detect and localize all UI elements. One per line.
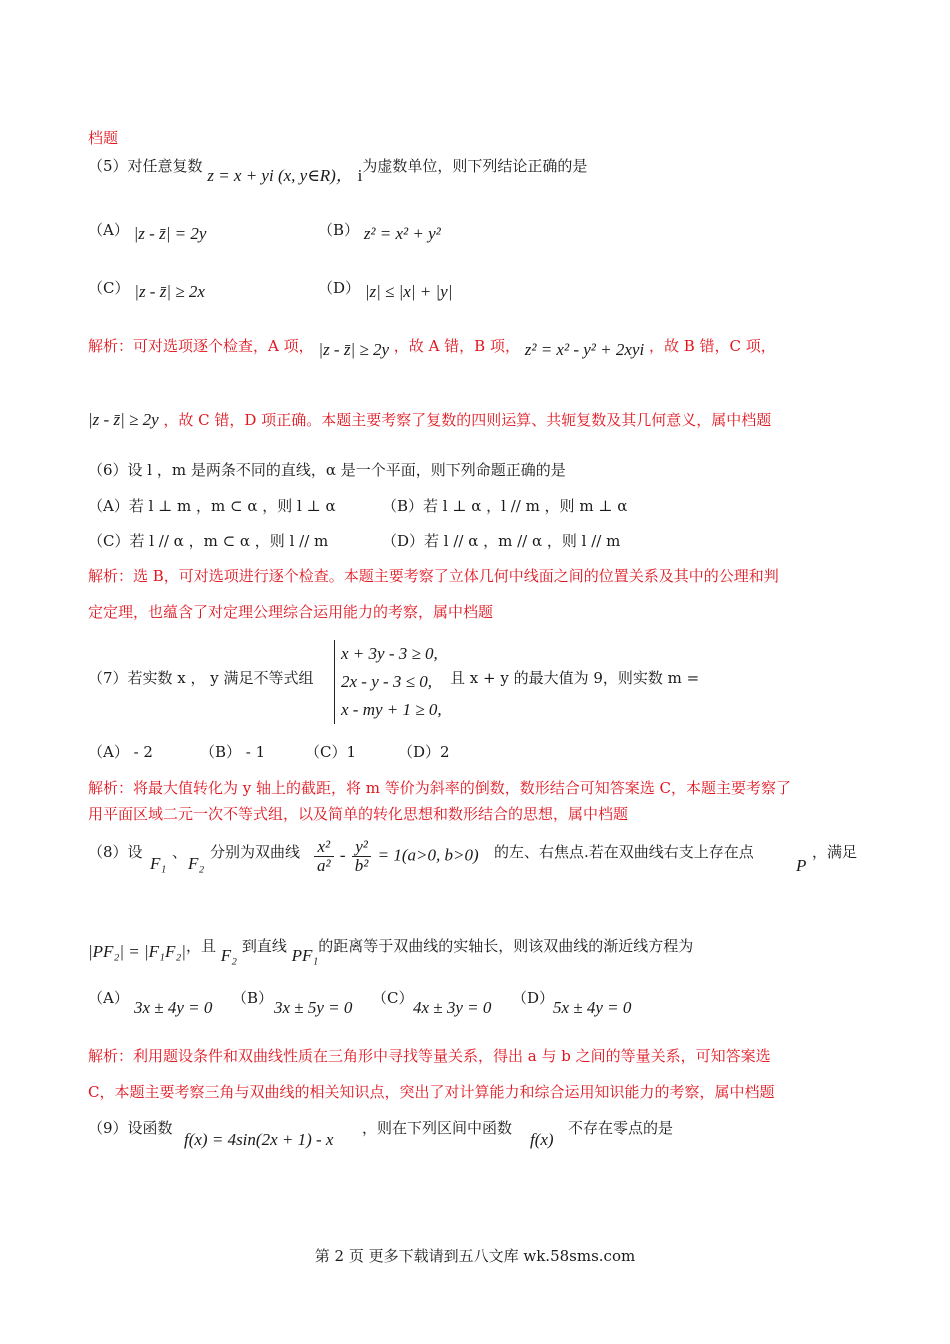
q6-option-d: （D）若 l // α ，m // α ，则 l // m bbox=[382, 532, 621, 550]
q8-f1: F₁ bbox=[150, 854, 167, 873]
q7-system-row-2: 2x - y - 3 ≤ 0, bbox=[341, 672, 432, 691]
q8-point-p: P bbox=[796, 856, 807, 875]
q8-stem-a: （8）设 bbox=[88, 843, 143, 861]
q8-hyperbola-equation bbox=[312, 838, 479, 875]
q8-label-d: （D） bbox=[512, 989, 555, 1007]
q5-analysis-text-2: ，故 A 错，B 项， bbox=[393, 337, 520, 355]
q8-frac1-num: x² bbox=[314, 838, 334, 857]
q7-option-c: （C）1 bbox=[305, 743, 357, 761]
q8-frac1-den: a² bbox=[317, 856, 331, 875]
q7-option-a: （A） - 2 bbox=[88, 743, 153, 761]
q5-analysis-formula-3: |z - z̄| ≥ 2y bbox=[88, 410, 159, 429]
q5-option-d-formula: |z| ≤ |x| + |y| bbox=[364, 282, 453, 301]
q7-analysis-line-2: 用平面区域二元一次不等式组，以及简单的转化思想和数形结合的思想，属中档题 bbox=[88, 805, 629, 823]
q8-line2-pf1: PF₁ bbox=[291, 946, 319, 965]
q5-option-a-formula: |z - z̄| = 2y bbox=[133, 224, 207, 243]
q5-option-d bbox=[318, 278, 453, 301]
q5-i-unit: i bbox=[357, 166, 363, 185]
q9-stem-c: 不存在零点的是 bbox=[568, 1119, 674, 1137]
q6-option-b: （B）若 l ⊥ α ，l // m ，则 m ⊥ α bbox=[382, 497, 628, 515]
q8-analysis-line-1: 解析：利用题设条件和双曲线性质在三角形中寻找等量关系，得出 a 与 b 之间的等量关系，可知答案选 bbox=[88, 1047, 771, 1065]
q9-formula: f(x) = 4sin(2x + 1) - x bbox=[184, 1130, 334, 1149]
topic-heading: 档题 bbox=[88, 129, 119, 147]
q5-option-a bbox=[88, 220, 207, 243]
page-footer: 第 2 页 更多下载请到五八文库 wk.58sms.com bbox=[314, 1247, 636, 1265]
q5-analysis-formula-2: z² = x² - y² + 2xyi bbox=[524, 340, 645, 359]
q8-minus: - bbox=[339, 845, 346, 865]
q8-eq-tail: = 1(a>0, b>0) bbox=[377, 845, 479, 865]
q5-analysis-line-2 bbox=[88, 410, 771, 430]
q8-fraction-x bbox=[314, 838, 334, 875]
q5-stem-a: （5）对任意复数 bbox=[88, 157, 203, 175]
q8-line2-a: ，且 bbox=[185, 937, 216, 955]
q7-system-row-3: x - my + 1 ≥ 0, bbox=[341, 700, 442, 719]
q6-option-c: （C）若 l // α ，m ⊂ α ，则 l // m bbox=[88, 532, 329, 550]
q5-analysis-text-1: 解析：可对选项逐个检查，A 项， bbox=[88, 337, 314, 355]
q7-option-b: （B） - 1 bbox=[200, 743, 266, 761]
q8-line-2 bbox=[88, 936, 694, 965]
q8-frac2-den: b² bbox=[354, 856, 369, 875]
q5-option-b-formula: z² = x² + y² bbox=[363, 224, 441, 243]
q5-option-c bbox=[88, 278, 205, 301]
q5-stem bbox=[88, 156, 588, 185]
q5-label-d: （D） bbox=[318, 279, 361, 297]
q7-system-row-1: x + 3y - 3 ≥ 0, bbox=[341, 644, 438, 663]
q8-fraction-y bbox=[352, 838, 372, 875]
q8-analysis-line-2: C，本题主要考察三角与双曲线的相关知识点，突出了对计算能力和综合运用知识能力的考察，属中档题 bbox=[88, 1083, 775, 1101]
q5-analysis-text-4: ，故 C 错，D 项正确。本题主要考察了复数的四则运算、共轭复数及其几何意义，属中档题 bbox=[163, 411, 772, 429]
q9-stem-b: ，则在下列区间中函数 bbox=[362, 1119, 513, 1137]
q8-frac2-num: y² bbox=[352, 838, 372, 857]
q7-system-brace bbox=[334, 640, 442, 724]
q8-line2-c: 的距离等于双曲线的实轴长，则该双曲线的渐近线方程为 bbox=[318, 937, 694, 955]
q6-analysis-line-2: 定定理，也蕴含了对定理公理综合运用能力的考察，属中档题 bbox=[88, 603, 494, 621]
q8-separator: 、 bbox=[172, 843, 188, 861]
q6-analysis-line-1: 解析：选 B，可对选项进行逐个检查。本题主要考察了立体几何中线面之间的位置关系及其中的公理和判 bbox=[88, 567, 779, 585]
q8-line2-f2: F₂ bbox=[220, 946, 238, 965]
q5-option-b bbox=[318, 220, 441, 243]
q7-stem-a: （7）若实数 x ， y 满足不等式组 bbox=[88, 669, 314, 687]
q5-label-b: （B） bbox=[318, 221, 360, 239]
q5-label-a: （A） bbox=[88, 221, 129, 239]
q8-label-b: （B） bbox=[232, 989, 274, 1007]
q8-line2-b: 到直线 bbox=[241, 937, 287, 955]
q8-option-d: 5x ± 4y = 0 bbox=[553, 998, 632, 1017]
q9-fx: f(x) bbox=[530, 1130, 554, 1149]
q8-option-a: 3x ± 4y = 0 bbox=[134, 998, 213, 1017]
q5-analysis-formula-1: |z - z̄| ≥ 2y bbox=[318, 340, 390, 359]
q5-formula: z = x + yi (x, y∈R)， bbox=[207, 166, 353, 185]
q8-option-c: 4x ± 3y = 0 bbox=[413, 998, 492, 1017]
q6-stem: （6）设 l ，m 是两条不同的直线，α 是一个平面，则下列命题正确的是 bbox=[88, 461, 566, 479]
q7-analysis-line-1: 解析：将最大值转化为 y 轴上的截距，将 m 等价为斜率的倒数，数形结合可知答案选 C，本题主要考察了 bbox=[88, 779, 792, 797]
q8-label-a: （A） bbox=[88, 989, 129, 1007]
q8-condition: |PF₂| = |F₁F₂| bbox=[88, 942, 186, 961]
q8-stem-c: 的左、右焦点.若在双曲线右支上存在点 bbox=[494, 843, 754, 861]
q8-stem-d: ，满足 bbox=[812, 843, 858, 861]
q8-option-b: 3x ± 5y = 0 bbox=[274, 998, 353, 1017]
q7-option-d: （D）2 bbox=[398, 743, 450, 761]
q5-stem-b: 为虚数单位，则下列结论正确的是 bbox=[362, 157, 588, 175]
q6-option-a: （A）若 l ⊥ m ，m ⊂ α ，则 l ⊥ α bbox=[88, 497, 336, 515]
q8-stem-b: 分别为双曲线 bbox=[210, 843, 301, 861]
q8-label-c: （C） bbox=[372, 989, 414, 1007]
q9-stem-a: （9）设函数 bbox=[88, 1119, 173, 1137]
q5-label-c: （C） bbox=[88, 279, 130, 297]
q5-analysis-line-1 bbox=[88, 336, 776, 359]
q8-f2: F₂ bbox=[188, 854, 205, 873]
q7-stem-b: 且 x + y 的最大值为 9，则实数 m = bbox=[450, 669, 700, 687]
q7-inequality-system bbox=[334, 640, 442, 724]
q5-option-c-formula: |z - z̄| ≥ 2x bbox=[134, 282, 205, 301]
q5-analysis-text-3: ，故 B 错，C 项， bbox=[648, 337, 776, 355]
